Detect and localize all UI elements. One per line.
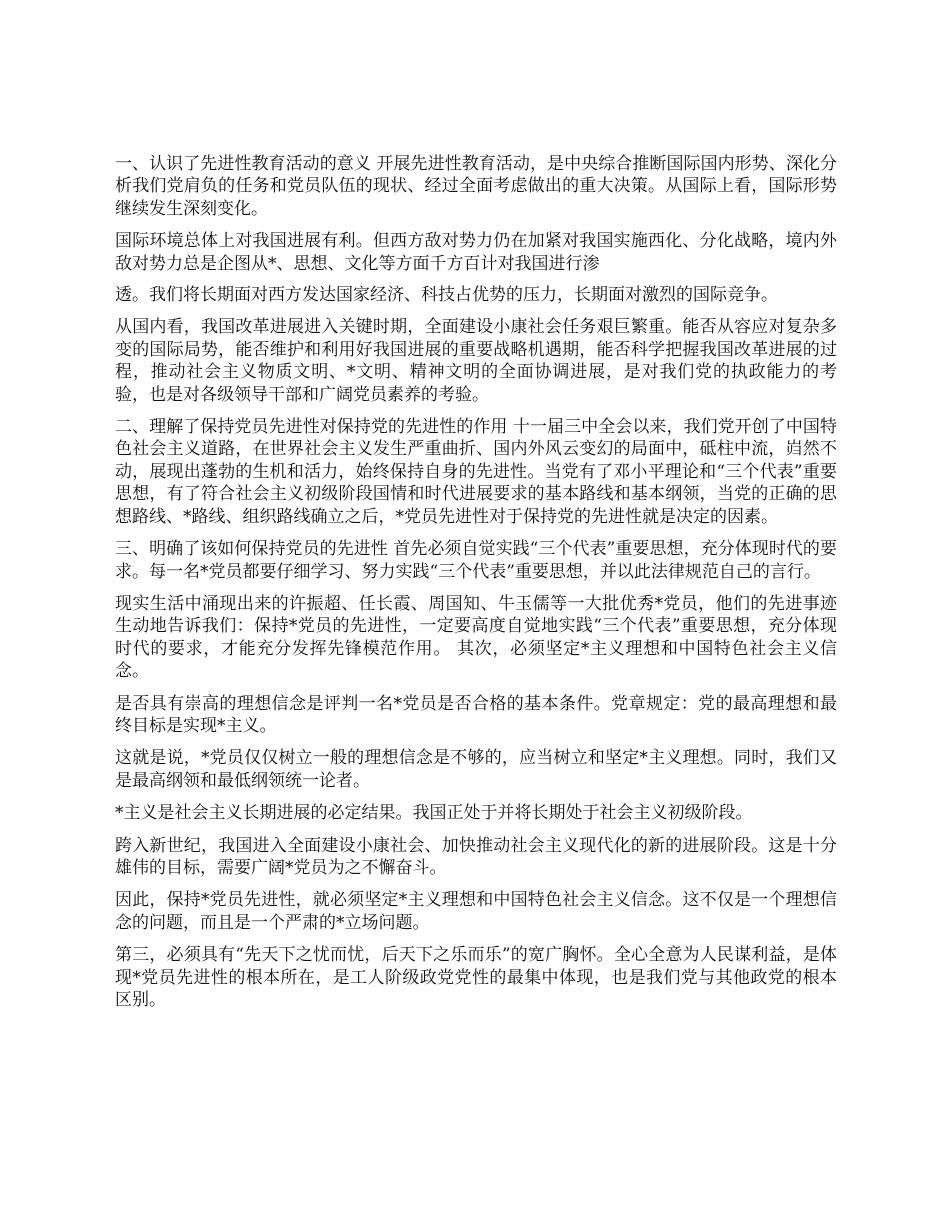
paragraph-13: 第三，必须具有“先天下之忧而忧，后天下之乐而乐”的宽广胸怀。全心全意为人民谋利益，是体现*党员先进性的根本所在，是工人阶级政党党性的最集中体现，也是我们党与其他政党的根本区别。 (115, 945, 837, 1010)
paragraph-6: 三、明确了该如何保持党员的先进性 首先必须自觉实践“三个代表”重要思想，充分体现时代的要求。每一名*党员都要仔细学习、努力实践“三个代表”重要思想，并以此法律规范自己的言行。 (115, 539, 837, 582)
paragraph-9: 这就是说，*党员仅仅树立一般的理想信念是不够的，应当树立和坚定*主义理想。同时，我们又是最高纲领和最低纲领统一论者。 (115, 748, 837, 791)
paragraph-12: 因此，保持*党员先进性，就必须坚定*主义理想和中国特色社会主义信念。这不仅是一个理想信念的问题，而且是一个严肃的*立场问题。 (115, 890, 837, 933)
document-body (115, 153, 837, 1021)
paragraph-5: 二、理解了保持党员先进性对保持党的先进性的作用 十一届三中全会以来，我们党开创了中国特色社会主义道路，在世界社会主义发生严重曲折、国内外风云变幻的局面中，砥柱中流，岿然不动，展现出蓬勃的生机和活力，始终保持自身的先进性。当党有了邓小平理论和“三个代表”重要思想，有了符合社会主义初级阶段国情和时代进展要求的基本路线和基本纲领，当党的正确的思想路线、*路线、组织路线确立之后，*党员先进性对于保持党的先进性就是决定的因素。 (115, 417, 837, 527)
paragraph-7: 现实生活中涌现出来的许振超、任长霞、周国知、牛玉儒等一大批优秀*党员，他们的先进事迹生动地告诉我们：保持*党员的先进性，一定要高度自觉地实践“三个代表”重要思想，充分体现时代的要求，才能充分发挥先锋模范作用。 其次，必须坚定*主义理想和中国特色社会主义信念。 (115, 593, 837, 682)
paragraph-8: 是否具有崇高的理想信念是评判一名*党员是否合格的基本条件。党章规定：党的最高理想和最终目标是实现*主义。 (115, 693, 837, 736)
paragraph-4: 从国内看，我国改革进展进入关键时期，全面建设小康社会任务艰巨繁重。能否从容应对复杂多变的国际局势，能否维护和利用好我国进展的重要战略机遇期，能否科学把握我国改革进展的过程，推动社会主义物质文明、*文明、精神文明的全面协调进展，是对我们党的执政能力的考验，也是对各级领导干部和广阔党员素养的考验。 (115, 317, 837, 405)
paragraph-2: 国际环境总体上对我国进展有利。但西方敌对势力仍在加紧对我国实施西化、分化战略，境内外敌对势力总是企图从*、思想、文化等方面千方百计对我国进行渗 (115, 231, 837, 274)
paragraph-11: 跨入新世纪，我国进入全面建设小康社会、加快推动社会主义现代化的新的进展阶段。这是十分雄伟的目标，需要广阔*党员为之不懈奋斗。 (115, 835, 837, 878)
paragraph-3: 透。我们将长期面对西方发达国家经济、科技占优势的压力，长期面对激烈的国际竞争。 (115, 285, 778, 306)
paragraph-1: 一、认识了先进性教育活动的意义 开展先进性教育活动，是中央综合推断国际国内形势、深化分析我们党肩负的任务和党员队伍的现状、经过全面考虑做出的重大决策。从国际上看，国际形势继续发生深刻变化。 (115, 154, 837, 219)
paragraph-10: *主义是社会主义长期进展的必定结果。我国正处于并将长期处于社会主义初级阶段。 (115, 803, 753, 824)
